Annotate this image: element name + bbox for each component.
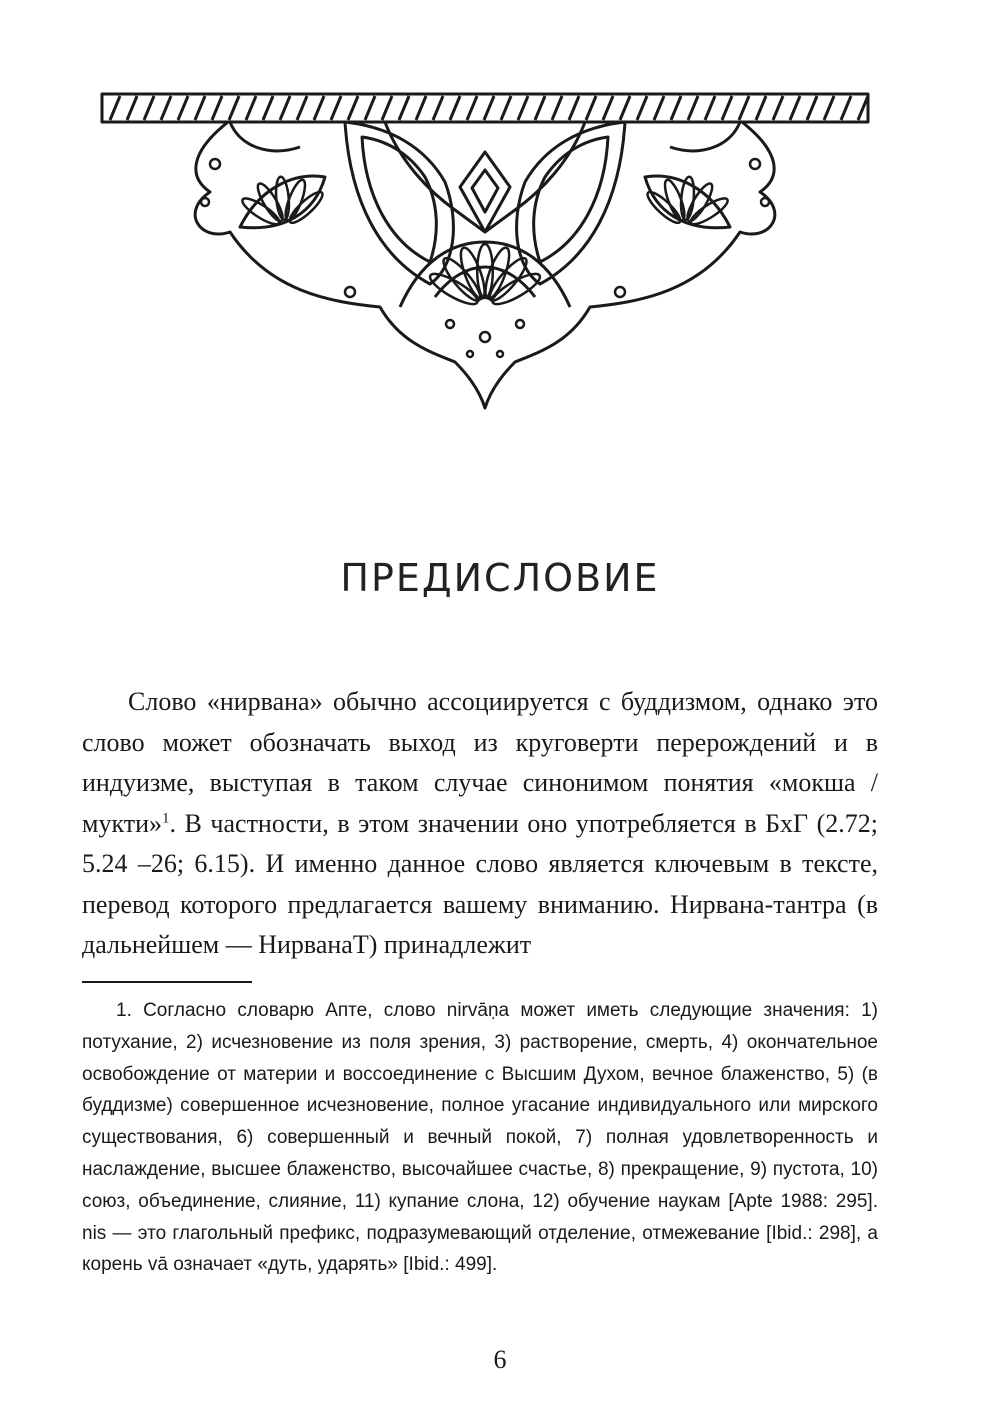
chapter-title: ПРЕДИСЛОВИЕ: [340, 556, 660, 600]
main-paragraph-text-2: . В частности, в этом значении оно употребляется в БхГ (2.72; 5.24 –26; 6.15). И именно данное слово является ключевым в тексте, перевод которого предлагается вашему вниманию. Нирвана-тантра (в дальнейшем — НирванаТ) принадлежит: [82, 808, 878, 959]
mandala-ornament-icon: [100, 92, 870, 412]
footnote-divider: [82, 981, 252, 983]
footnote-text: 1. Согласно словарю Апте, слово nirvāṇa может иметь следующие значения: 1) потухание, 2) исчезновение из поля зрения, 3) растворение, смерть, 4) окончательное освобождение от материи и воссоединение с Высшим Духом, вечное блаженство, 5) (в буддизме) совершенное исчезновение, полное угасание индивидуального или мирского существования, 6) совершенный и вечный покой, 7) полная удовлетворенность и наслаждение, высшее блаженство, высочайшее счастье, 8) прекращение, 9) пустота, 10) союз, объединение, слияние, 11) купание слона, 12) обучение наукам [Apte 1988: 295]. nis — это глагольный префикс, подразумевающий отделение, отмежевание [Ibid.: 298], а корень vā означает «дуть, ударять» [Ibid.: 499].: [82, 1000, 878, 1276]
footnote-reference[interactable]: 1: [162, 809, 170, 826]
page-number: 6: [493, 1345, 507, 1374]
main-paragraph-text-1: Слово «нирвана» обычно ассоциируется с буддизмом, однако это слово может обозначать выход из круговерти перерождений и в индуизме, выступая в таком случае синонимом понятия «мокша / мукти»: [82, 687, 878, 838]
main-paragraph: [82, 682, 878, 966]
